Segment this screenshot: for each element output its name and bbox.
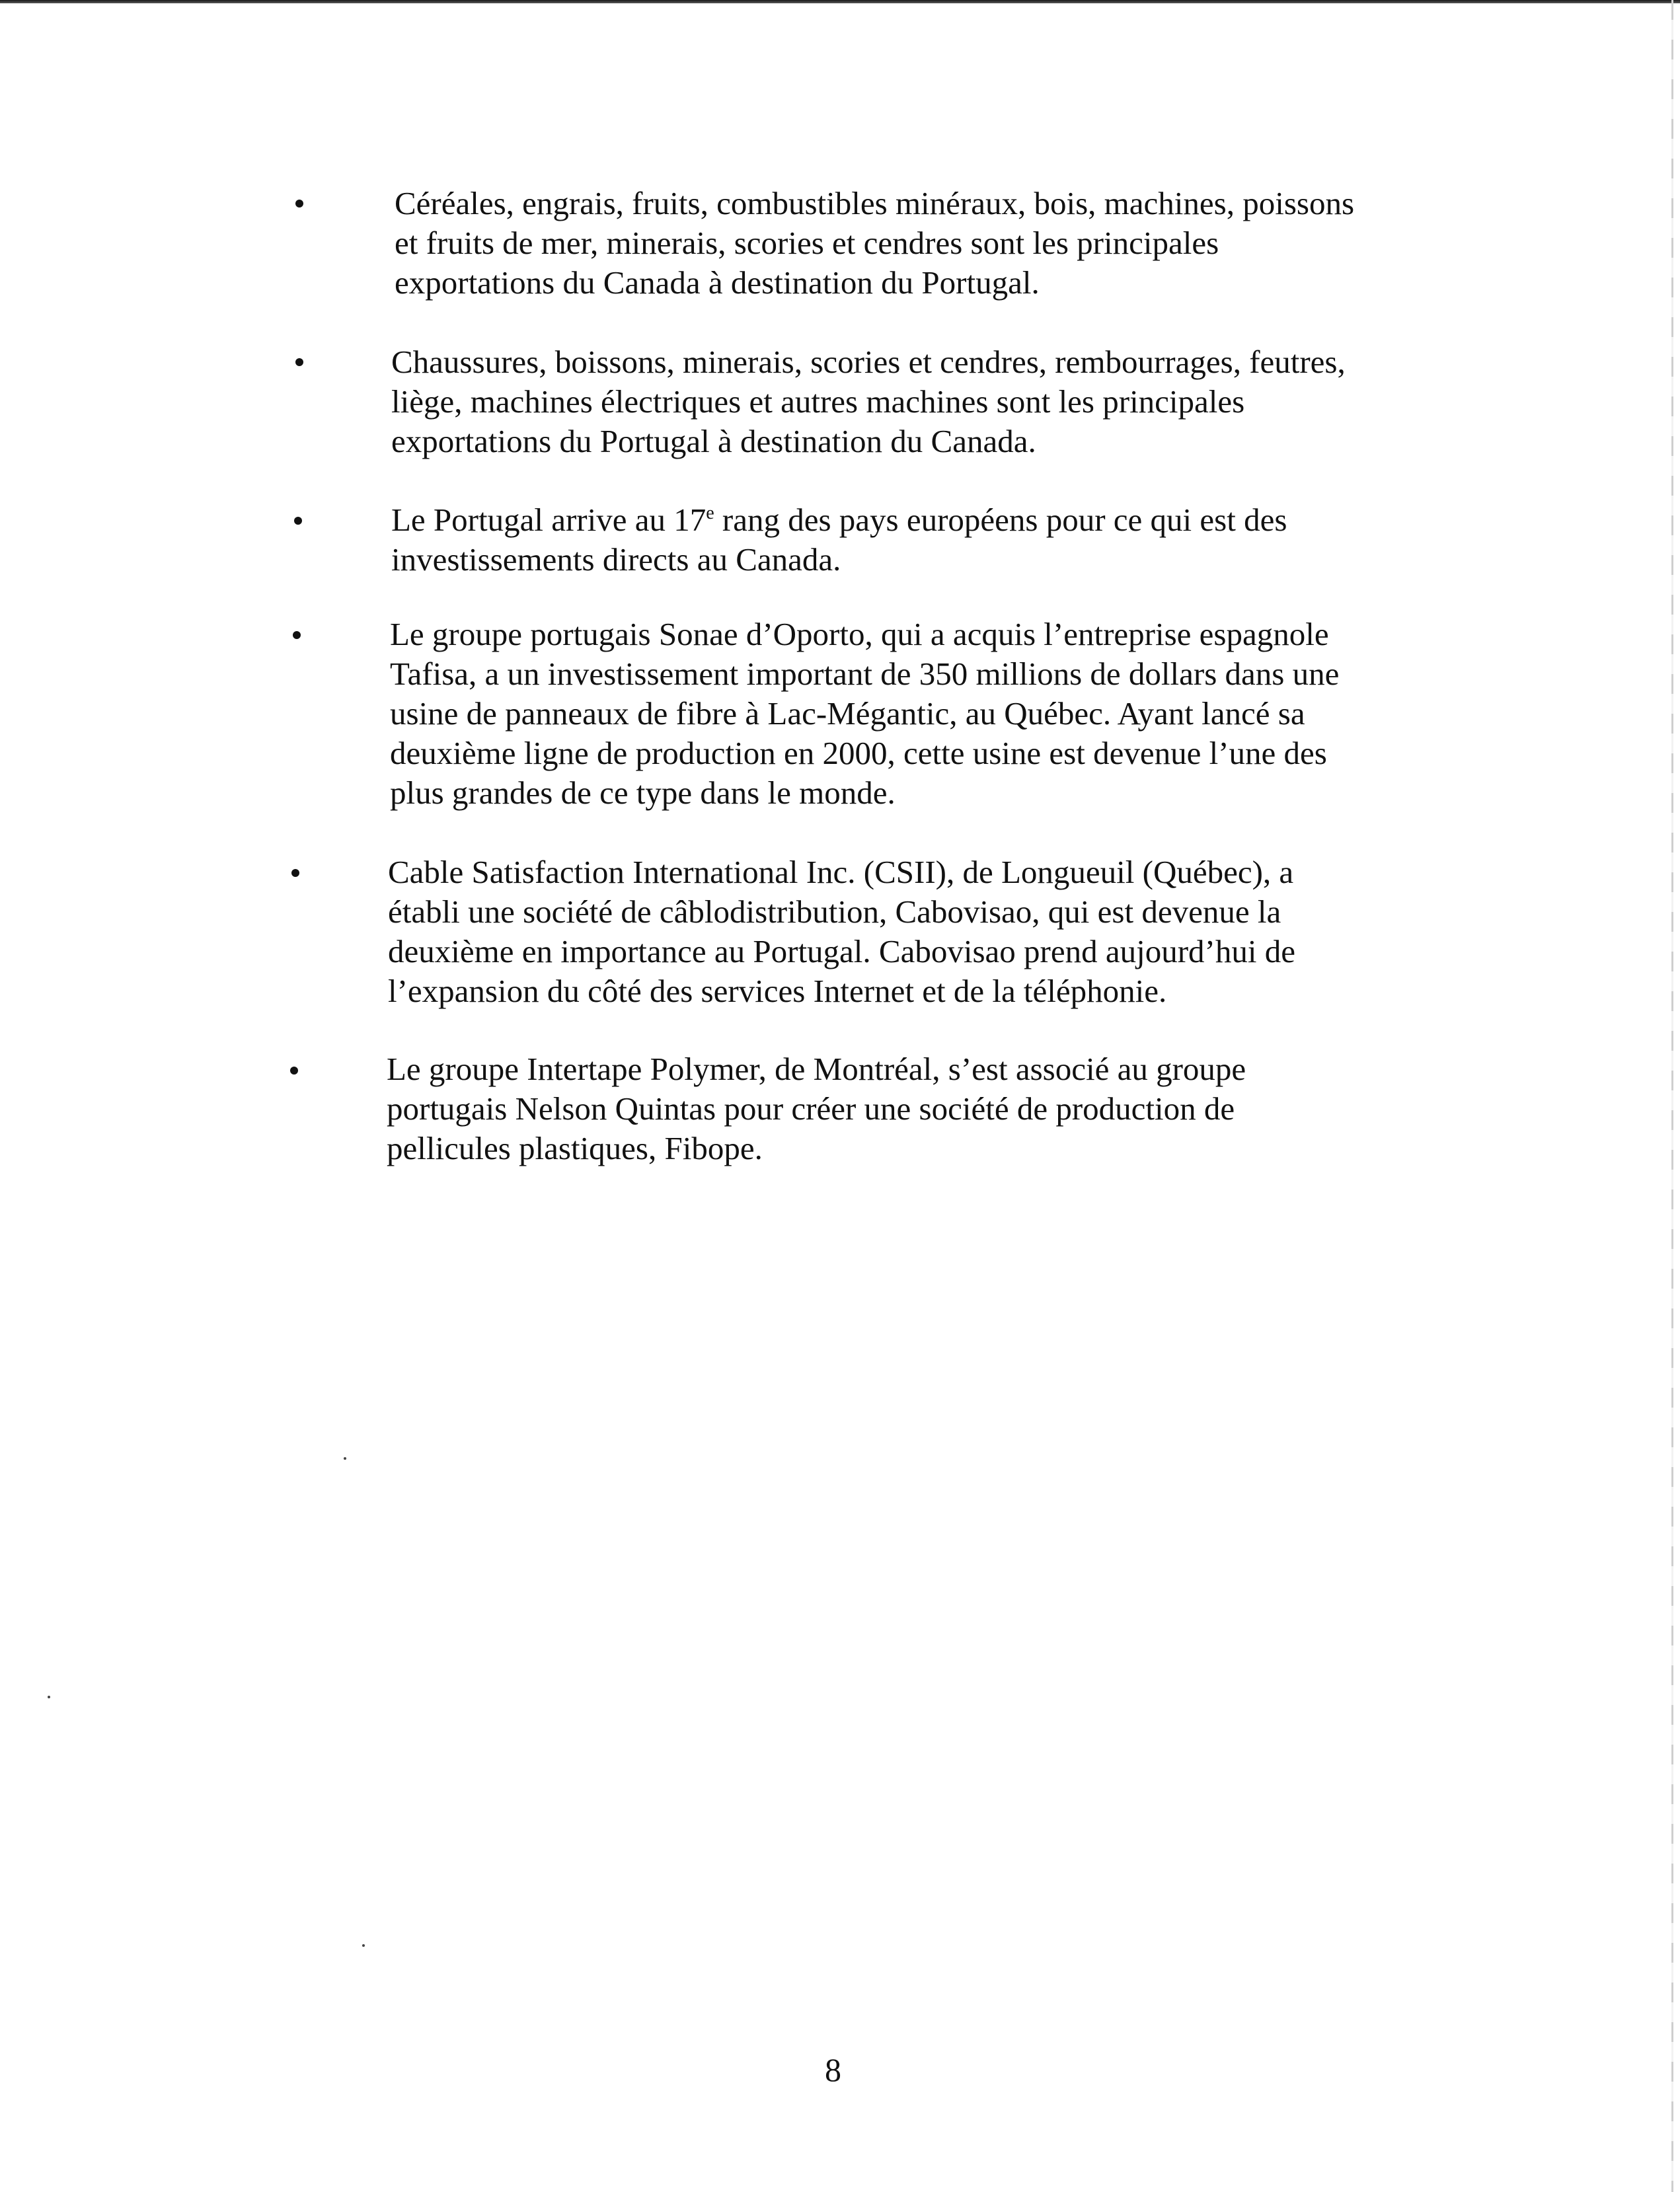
scan-top-edge bbox=[0, 0, 1680, 3]
scan-speck bbox=[362, 1944, 365, 1947]
bullet-text: Le groupe portugais Sonae d’Oporto, qui a acquis l’entreprise espagnole Tafisa, a un investissement important de 350 millions de dollars dans une usine de panneaux de fibre à Lac-Mégantic, au Québec. Ayant lancé sa deuxième ligne de production en 2000, cette usine est devenue l’une des plus grandes de ce type dans le monde. bbox=[390, 616, 1340, 811]
bullet-text bbox=[391, 500, 1409, 580]
bullet-point-icon bbox=[295, 358, 303, 366]
scan-right-edge bbox=[1671, 0, 1673, 2192]
bullet-text-start: Le Portugal arrive au 17 bbox=[391, 502, 706, 538]
scan-speck bbox=[344, 1457, 346, 1460]
scan-speck bbox=[48, 1696, 50, 1698]
bullet-text: Céréales, engrais, fruits, combustibles minéraux, bois, machines, poissons et fruits de mer, minerais, scories et cendres sont les principales exportations du Canada à destination du Portugal. bbox=[395, 185, 1355, 301]
bullet-text: Cable Satisfaction International Inc. (CSII), de Longueuil (Québec), a établi une société de câblodistribution, Cabovisao, qui est devenue la deuxième en importance au Portugal. Cabovisao prend aujourd’hui de l’expansion du côté des services Internet et de la téléphonie. bbox=[388, 854, 1295, 1009]
page-number: 8 bbox=[825, 2051, 841, 2088]
bullet-text: Le groupe Intertape Polymer, de Montréal, s’est associé au groupe portugais Nelson Quintas pour créer une société de production de pellicules plastiques, Fibope. bbox=[387, 1051, 1246, 1166]
bullet-text: Chaussures, boissons, minerais, scories et cendres, rembourrages, feutres, liège, machines électriques et autres machines sont les principales exportations du Portugal à destination du Canada. bbox=[391, 344, 1346, 459]
bullet-point-icon bbox=[295, 200, 303, 208]
bullet-point-icon bbox=[294, 517, 302, 525]
bullet-point-icon bbox=[290, 1067, 298, 1075]
bullet-point-icon bbox=[293, 631, 301, 639]
ordinal-superscript: e bbox=[706, 503, 714, 523]
bullet-text-end: rang des pays européens pour ce qui est des investissements directs au Canada. bbox=[391, 502, 1287, 578]
bullet-point-icon bbox=[291, 869, 299, 877]
